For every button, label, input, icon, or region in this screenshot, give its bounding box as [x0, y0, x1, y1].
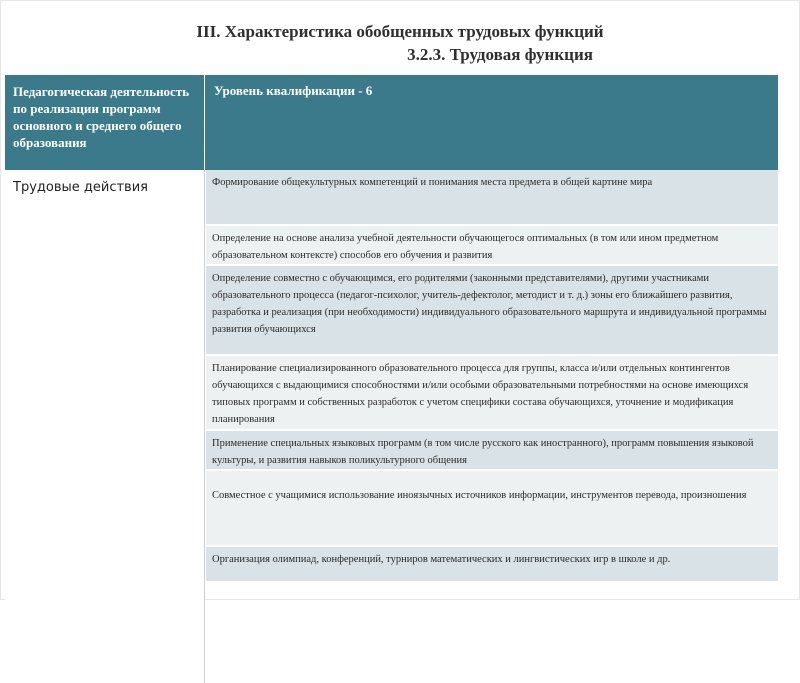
table-row: Совместное с учащимися использование иноязычных источников информации, инструментов перевода, произношения [206, 471, 778, 547]
labor-actions-text: Трудовые действия [13, 180, 148, 195]
table-row: Определение на основе анализа учебной деятельности обучающегося оптимальных (в том или ином предметном образовательном контексте) способов его обучения и развития [206, 226, 778, 266]
labor-actions-label [5, 170, 205, 683]
page-title [0, 20, 800, 66]
table-row: Определение совместно с обучающимся, его родителями (законными представителями), другими участниками образовательного процесса (педагог-психолог, учитель-дефектолог, методист и т. д.) зоны его ближайшего развития, разработка и реализация (при необходимости) индивидуального образовательного маршрута и индивидуальной программы развития обучающихся [206, 266, 778, 356]
header-qualification-level: Уровень квалификации - 6 [214, 83, 373, 98]
table-row: Организация олимпиад, конференций, турниров математических и лингвистических игр в школе и др. [206, 547, 778, 583]
table-row: Планирование специализированного образовательного процесса для группы, класса и/или отдельных контингентов обучающихся с выдающимися способностями и/или особыми образовательными потребностями на основе имеющихся типовых программ и собственных разработок с учетом специфики состава обучающихся, уточнение и модификация планирования [206, 356, 778, 431]
table-row: Применение специальных языковых программ (в том числе русского как иностранного), программ повышения языковой культуры, и развития навыков поликультурного общения [206, 431, 778, 471]
table-row: Формирование общекультурных компетенций и понимания места предмета в общей картине мира [206, 170, 778, 226]
title-line-2: 3.2.3. Трудовая функция [407, 45, 593, 64]
header-function-name: Педагогическая деятельность по реализации программ основного и среднего общего образования [5, 75, 205, 170]
table-header [5, 75, 778, 170]
title-line-1: III. Характеристика обобщенных трудовых функций [196, 22, 604, 41]
